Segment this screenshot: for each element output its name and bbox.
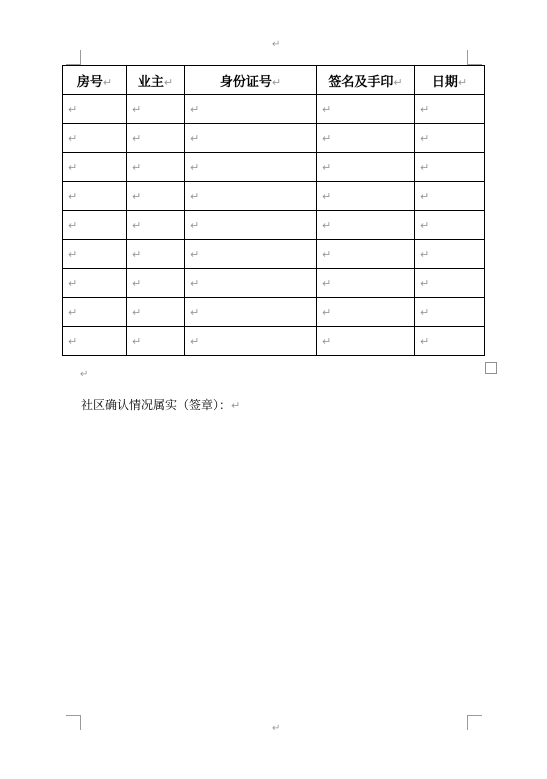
paragraph-mark-icon: ↵: [132, 247, 142, 261]
paragraph-mark-icon: ↵: [132, 160, 142, 174]
table-cell[interactable]: [415, 240, 485, 269]
paragraph-mark-icon: ↵: [68, 218, 78, 232]
table-cell[interactable]: [185, 269, 317, 298]
owner-signature-table: [62, 65, 485, 356]
header-owner: 业主↵: [127, 66, 185, 95]
table-cell[interactable]: [185, 240, 317, 269]
paragraph-mark-icon: ↵: [68, 189, 78, 203]
table-cell[interactable]: [63, 182, 127, 211]
table-cell[interactable]: [127, 95, 185, 124]
table-cell[interactable]: [185, 153, 317, 182]
header-date: 日期↵: [415, 66, 485, 95]
table-cell[interactable]: [415, 298, 485, 327]
paragraph-mark-icon: ↵: [132, 102, 142, 116]
table-row: [63, 327, 485, 356]
table-cell[interactable]: [317, 327, 415, 356]
paragraph-mark-icon: ↵: [68, 276, 78, 290]
table-cell[interactable]: [415, 182, 485, 211]
paragraph-mark-icon: ↵: [322, 102, 332, 116]
paragraph-mark-icon: ↵: [190, 247, 200, 261]
table-row: [63, 211, 485, 240]
header-id-number: 身份证号↵: [185, 66, 317, 95]
table-row: [63, 298, 485, 327]
paragraph-mark-icon: ↵: [420, 247, 430, 261]
table-cell[interactable]: [317, 269, 415, 298]
paragraph-mark-icon: ↵: [68, 305, 78, 319]
paragraph-mark-icon: ↵: [190, 189, 200, 203]
table-cell[interactable]: [317, 182, 415, 211]
paragraph-mark-icon: ↵: [322, 131, 332, 145]
community-confirmation-line: [81, 397, 240, 414]
table-cell[interactable]: [415, 269, 485, 298]
paragraph-mark-icon: ↵: [322, 305, 332, 319]
table-cell[interactable]: [317, 124, 415, 153]
table-cell[interactable]: [317, 240, 415, 269]
table-cell[interactable]: [185, 182, 317, 211]
paragraph-mark-icon: ↵: [190, 131, 200, 145]
table-cell[interactable]: [415, 153, 485, 182]
table-cell[interactable]: [63, 240, 127, 269]
paragraph-mark-icon: ↵: [322, 160, 332, 174]
table-cell[interactable]: [127, 153, 185, 182]
paragraph-mark-icon: ↵: [190, 305, 200, 319]
paragraph-mark-icon: ↵: [420, 276, 430, 290]
page-corner-top-left: [66, 50, 81, 65]
table-body: [63, 95, 485, 356]
paragraph-mark-icon: ↵: [457, 75, 468, 89]
table-cell[interactable]: [127, 211, 185, 240]
paragraph-mark-icon: ↵: [80, 369, 89, 380]
paragraph-mark-icon: ↵: [132, 131, 142, 145]
paragraph-mark-icon: ↵: [132, 218, 142, 232]
table-cell[interactable]: [415, 124, 485, 153]
paragraph-mark-icon: ↵: [132, 334, 142, 348]
table-header-row: [63, 66, 485, 95]
table-cell[interactable]: [185, 95, 317, 124]
paragraph-mark-icon: ↵: [322, 189, 332, 203]
table-row: [63, 95, 485, 124]
table-cell[interactable]: [415, 211, 485, 240]
confirmation-label: 社区确认情况属实（签章）：: [81, 398, 232, 412]
paragraph-mark-icon: ↵: [420, 305, 430, 319]
table-row: [63, 182, 485, 211]
table-cell[interactable]: [317, 95, 415, 124]
paragraph-mark-icon: ↵: [420, 102, 430, 116]
paragraph-mark-icon: ↵: [163, 75, 174, 89]
table-cell[interactable]: [317, 298, 415, 327]
paragraph-mark-icon: ↵: [190, 276, 200, 290]
paragraph-mark-icon: ↵: [231, 399, 241, 412]
table-cell[interactable]: [415, 95, 485, 124]
paragraph-mark-icon: ↵: [190, 160, 200, 174]
paragraph-mark-icon: ↵: [420, 218, 430, 232]
paragraph-mark-icon: ↵: [102, 75, 113, 89]
table-cell[interactable]: [317, 211, 415, 240]
paragraph-mark-icon: ↵: [190, 218, 200, 232]
table-cell[interactable]: [63, 269, 127, 298]
table-cell[interactable]: [127, 182, 185, 211]
table-cell[interactable]: [317, 153, 415, 182]
page-corner-top-right: [467, 50, 482, 65]
table-cell[interactable]: [127, 327, 185, 356]
table-resize-handle[interactable]: [485, 362, 497, 374]
paragraph-mark-icon: ↵: [420, 131, 430, 145]
table-cell[interactable]: [127, 240, 185, 269]
table-cell[interactable]: [63, 298, 127, 327]
paragraph-mark-icon: ↵: [322, 247, 332, 261]
table-cell[interactable]: [127, 298, 185, 327]
paragraph-mark-icon: ↵: [190, 334, 200, 348]
paragraph-mark-icon: ↵: [272, 723, 281, 734]
paragraph-mark-icon: ↵: [132, 276, 142, 290]
paragraph-mark-icon: ↵: [68, 131, 78, 145]
paragraph-mark-icon: ↵: [322, 276, 332, 290]
table-cell[interactable]: [185, 327, 317, 356]
table-row: [63, 153, 485, 182]
table-cell[interactable]: [127, 269, 185, 298]
table-cell[interactable]: [63, 124, 127, 153]
paragraph-mark-icon: ↵: [322, 218, 332, 232]
table-cell[interactable]: [185, 211, 317, 240]
header-room-number: 房号↵: [63, 66, 127, 95]
paragraph-mark-icon: ↵: [271, 75, 282, 89]
table-cell[interactable]: [415, 327, 485, 356]
table-row: [63, 269, 485, 298]
paragraph-mark-icon: ↵: [132, 305, 142, 319]
page-corner-bottom-left: [66, 715, 81, 730]
header-signature: 签名及手印↵: [317, 66, 415, 95]
paragraph-mark-icon: ↵: [68, 247, 78, 261]
paragraph-mark-icon: ↵: [420, 334, 430, 348]
table-cell[interactable]: [63, 95, 127, 124]
table-row: [63, 124, 485, 153]
table-cell[interactable]: [63, 153, 127, 182]
table-cell[interactable]: [185, 124, 317, 153]
paragraph-mark-icon: ↵: [132, 189, 142, 203]
paragraph-mark-icon: ↵: [393, 75, 403, 89]
table-cell[interactable]: [127, 124, 185, 153]
paragraph-mark-icon: ↵: [272, 39, 281, 50]
paragraph-mark-icon: ↵: [420, 189, 430, 203]
paragraph-mark-icon: ↵: [68, 102, 78, 116]
table-cell[interactable]: [185, 298, 317, 327]
page-corner-bottom-right: [467, 715, 482, 730]
paragraph-mark-icon: ↵: [190, 102, 200, 116]
paragraph-mark-icon: ↵: [68, 160, 78, 174]
table-cell[interactable]: [63, 211, 127, 240]
paragraph-mark-icon: ↵: [420, 160, 430, 174]
table-row: [63, 240, 485, 269]
table-cell[interactable]: [63, 327, 127, 356]
paragraph-mark-icon: ↵: [322, 334, 332, 348]
paragraph-mark-icon: ↵: [68, 334, 78, 348]
